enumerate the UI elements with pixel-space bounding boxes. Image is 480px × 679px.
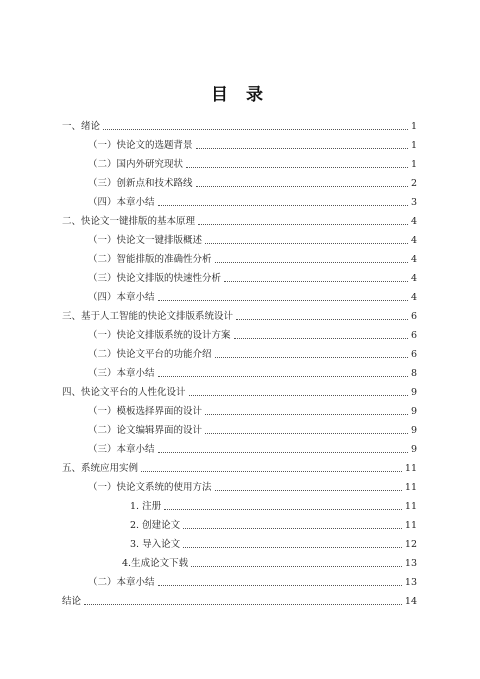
toc-page-number: 4 <box>410 216 417 227</box>
toc-page-number: 3 <box>410 197 417 208</box>
toc-leader <box>164 508 402 510</box>
toc-page-number: 4 <box>410 254 417 265</box>
toc-page-number: 6 <box>410 311 417 322</box>
toc-page-number: 9 <box>410 425 417 436</box>
toc-entry-label: （三）快论文排版的快速性分析 <box>88 273 222 284</box>
toc-leader <box>205 242 408 244</box>
toc-entry-label: 结论 <box>62 596 82 607</box>
toc-page-number: 11 <box>404 520 417 531</box>
toc-entry[interactable] <box>62 461 417 475</box>
toc-entry-label: （四）本章小结 <box>88 197 155 208</box>
toc-page-number: 4 <box>410 292 417 303</box>
toc-entry[interactable] <box>62 385 417 399</box>
toc-entry[interactable] <box>62 594 417 608</box>
toc-entry[interactable] <box>88 347 417 361</box>
toc-entry[interactable] <box>62 214 417 228</box>
toc-entry[interactable] <box>130 499 417 513</box>
toc-entry[interactable] <box>88 328 417 342</box>
toc-entry-label: （二）本章小结 <box>88 577 155 588</box>
toc-page-number: 8 <box>410 368 417 379</box>
toc-entry-label: 五、系统应用实例 <box>62 463 139 474</box>
toc-leader <box>236 318 408 320</box>
toc-entry-label: （二）国内外研究现状 <box>88 159 184 170</box>
toc-page-number: 4 <box>410 235 417 246</box>
toc-entry[interactable] <box>88 290 417 304</box>
toc-leader <box>158 451 408 453</box>
toc-entry[interactable] <box>130 518 417 532</box>
toc-entry-label: 四、快论文平台的人性化设计 <box>62 387 186 398</box>
toc-entry[interactable] <box>88 480 417 494</box>
toc-page-number: 9 <box>410 444 417 455</box>
toc-page-number: 2 <box>410 178 417 189</box>
toc-entry[interactable] <box>130 537 417 551</box>
toc-entry-label: 4.生成论文下载 <box>122 558 189 569</box>
toc-page-number: 4 <box>410 273 417 284</box>
toc-entry-label: 一、绪论 <box>62 121 101 132</box>
toc-entry-label: （三）本章小结 <box>88 368 155 379</box>
toc-leader <box>198 223 408 225</box>
toc-entry-label: （一）快论文一键排版概述 <box>88 235 203 246</box>
toc-leader <box>158 204 408 206</box>
toc-entry-label: （一）快论文的选题背景 <box>88 140 193 151</box>
toc-entry-label: （一）快论文系统的使用方法 <box>88 482 212 493</box>
toc-leader <box>183 527 402 529</box>
toc-entry-label: 1. 注册 <box>130 501 162 512</box>
toc-leader <box>224 280 408 282</box>
toc-page-number: 13 <box>404 577 417 588</box>
toc-leader <box>189 394 408 396</box>
toc-entry[interactable] <box>88 138 417 152</box>
toc-leader <box>215 356 408 358</box>
toc-page-number: 1 <box>410 121 417 132</box>
toc-page-number: 1 <box>410 159 417 170</box>
toc-page-number: 11 <box>404 463 417 474</box>
toc-leader <box>158 584 402 586</box>
toc-entry[interactable] <box>88 575 417 589</box>
toc-entry[interactable] <box>88 423 417 437</box>
toc-leader <box>191 565 402 567</box>
toc-page-number: 12 <box>404 539 417 550</box>
toc-leader <box>234 337 408 339</box>
toc-entry-label: （一）快论文排版系统的设计方案 <box>88 330 231 341</box>
toc-entry[interactable] <box>62 119 417 133</box>
toc-entry-label: （二）快论文平台的功能介绍 <box>88 349 212 360</box>
toc-leader <box>103 128 408 130</box>
toc-leader <box>141 470 402 472</box>
toc-leader <box>84 603 402 605</box>
toc-leader <box>215 261 408 263</box>
toc-page-number: 14 <box>404 596 417 607</box>
toc-entry-label: （四）本章小结 <box>88 292 155 303</box>
toc-leader <box>215 489 402 491</box>
toc-page-number: 9 <box>410 387 417 398</box>
toc-entry[interactable] <box>88 233 417 247</box>
toc-entry-label: （二）论文编辑界面的设计 <box>88 425 203 436</box>
toc-leader <box>205 432 408 434</box>
toc-entry-label: （一）模板选择界面的设计 <box>88 406 203 417</box>
toc-page-number: 11 <box>404 482 417 493</box>
toc-entry[interactable] <box>122 556 417 570</box>
toc-entry[interactable] <box>88 195 417 209</box>
toc-entry-label: 2. 创建论文 <box>130 520 181 531</box>
toc-entry-label: （三）创新点和技术路线 <box>88 178 193 189</box>
toc-leader <box>183 546 402 548</box>
toc-page-number: 11 <box>404 501 417 512</box>
toc-page-number: 1 <box>410 140 417 151</box>
toc-leader <box>205 413 408 415</box>
toc-entry[interactable] <box>88 404 417 418</box>
toc-entry-label: （三）本章小结 <box>88 444 155 455</box>
toc-entry[interactable] <box>88 366 417 380</box>
toc-entry[interactable] <box>88 157 417 171</box>
toc-entry[interactable] <box>88 271 417 285</box>
toc-leader <box>186 166 408 168</box>
toc-entry-label: 三、基于人工智能的快论文排版系统设计 <box>62 311 234 322</box>
toc-entry-label: （二）智能排版的准确性分析 <box>88 254 212 265</box>
toc-entry[interactable] <box>88 442 417 456</box>
toc-page-number: 6 <box>410 349 417 360</box>
toc-page-number: 13 <box>404 558 417 569</box>
toc-title: 目 录 <box>211 85 269 105</box>
toc-entry-label: 3. 导入论文 <box>130 539 181 550</box>
toc-entry[interactable] <box>88 176 417 190</box>
toc-leader <box>158 299 408 301</box>
toc-page-number: 9 <box>410 406 417 417</box>
toc-page-number: 6 <box>410 330 417 341</box>
toc-leader <box>158 375 408 377</box>
toc-entry[interactable] <box>62 309 417 323</box>
toc-entry[interactable] <box>88 252 417 266</box>
toc-entry-label: 二、快论文一键排版的基本原理 <box>62 216 196 227</box>
toc-leader <box>196 147 408 149</box>
toc-leader <box>196 185 408 187</box>
